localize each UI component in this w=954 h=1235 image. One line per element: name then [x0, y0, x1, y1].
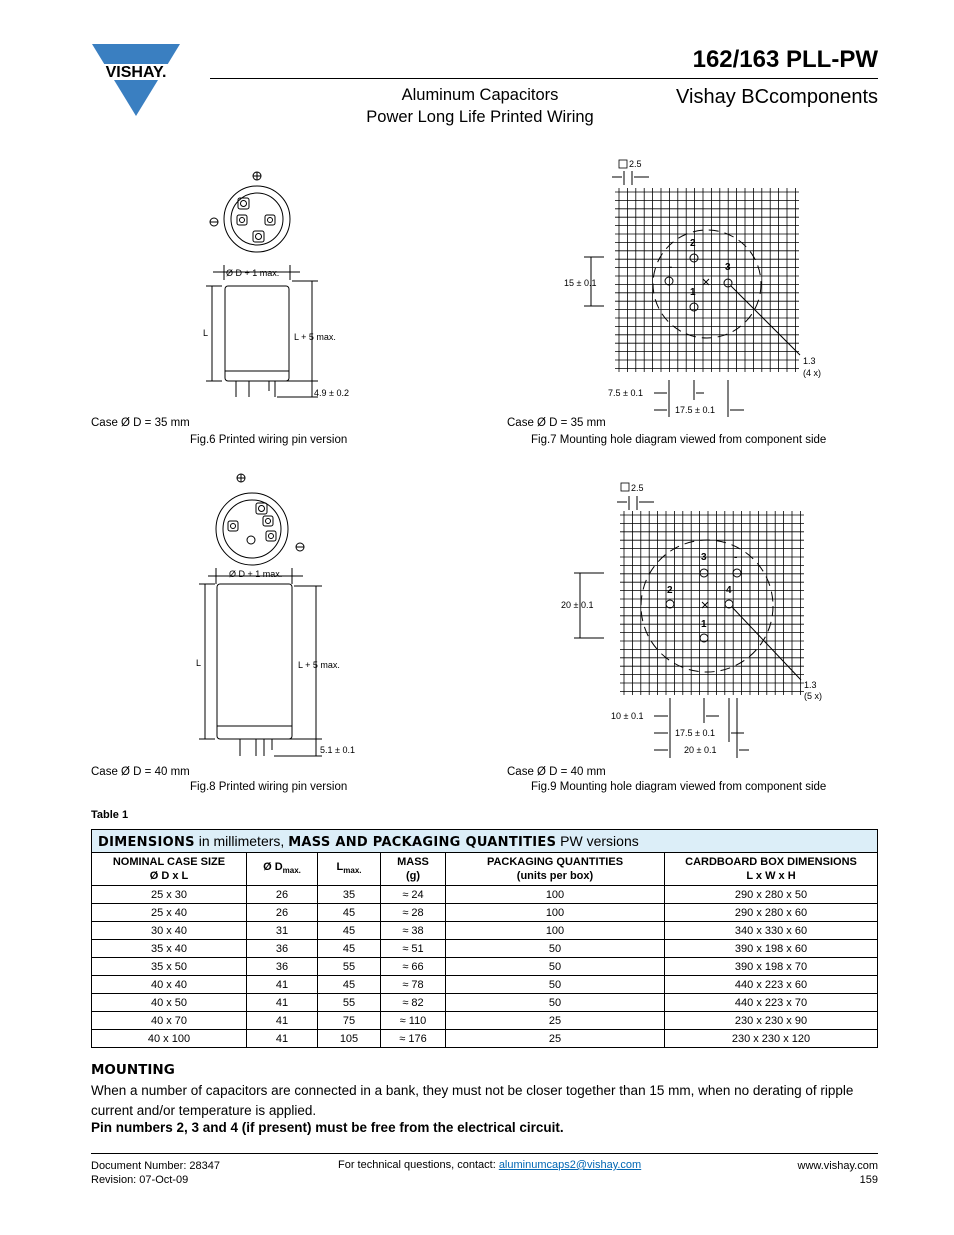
dimensions-table [91, 829, 878, 1048]
table-row [92, 976, 878, 994]
fig6-dim-pin: 4.9 ± 0.2 [314, 388, 349, 398]
table-cell: 26 [247, 904, 318, 922]
figure-6 [88, 165, 388, 455]
fig6-caption: Fig.6 Printed wiring pin version [190, 434, 348, 446]
fig9-pin-1: 1 [701, 619, 707, 630]
table-cell: 55 [318, 958, 381, 976]
fig9-grid: 2.5 [631, 483, 644, 493]
header-rule [210, 78, 878, 79]
table-cell: ≈ 66 [381, 958, 446, 976]
fig7-pin-minus: - [669, 262, 673, 273]
table-cell: ≈ 24 [381, 886, 446, 904]
table-cell: ≈ 78 [381, 976, 446, 994]
table-cell: 45 [318, 940, 381, 958]
table-title-bold2: MASS AND PACKAGING QUANTITIES [288, 834, 557, 850]
table-label: Table 1 [91, 809, 129, 821]
fig8-drawing [88, 468, 388, 768]
fig7-hole: 1.3 [803, 356, 816, 366]
table-cell: 230 x 230 x 120 [665, 1030, 878, 1048]
doc-number: Document Number: 28347 [91, 1160, 221, 1172]
fig8-dim-diameter: Ø D + 1 max. [229, 569, 283, 579]
table-cell: 100 [446, 904, 665, 922]
table-cell: 36 [247, 940, 318, 958]
table-cell: 40 x 40 [92, 976, 247, 994]
table-cell: 40 x 70 [92, 1012, 247, 1030]
table-row [92, 940, 878, 958]
vishay-logo [90, 42, 182, 118]
table-cell: 50 [446, 940, 665, 958]
page-number: 159 [859, 1174, 878, 1186]
fig7-pin-3: 3 [725, 262, 731, 273]
table-cell: 30 x 40 [92, 922, 247, 940]
col-header-packaging: PACKAGING QUANTITIES (units per box) [446, 853, 665, 886]
table-cell: 100 [446, 886, 665, 904]
col-header-case-size: NOMINAL CASE SIZE Ø D x L [92, 853, 247, 886]
fig8-dim-L5: L + 5 max. [298, 660, 340, 670]
table-cell: 36 [247, 958, 318, 976]
fig9-pin-3: 3 [701, 552, 707, 563]
footer-contact [338, 1159, 641, 1171]
table-cell: 41 [247, 976, 318, 994]
col-header-diameter: Ø $D_{max.}$ [247, 853, 318, 886]
fig9-drawing [504, 480, 874, 770]
mounting-heading: MOUNTING [91, 1062, 175, 1078]
table-cell: 290 x 280 x 60 [665, 904, 878, 922]
table-cell: 50 [446, 976, 665, 994]
fig8-dim-pin: 5.1 ± 0.1 [320, 745, 355, 755]
fig9-dim-vert: 20 ± 0.1 [561, 600, 594, 610]
table-title-norm2: PW versions [556, 832, 639, 849]
fig8-dim-L: L [196, 658, 202, 668]
table-cell: 35 [318, 886, 381, 904]
table-cell: 75 [318, 1012, 381, 1030]
table-cell: ≈ 110 [381, 1012, 446, 1030]
fig9-caption: Fig.9 Mounting hole diagram viewed from component side [531, 781, 827, 793]
footer-rule [91, 1153, 878, 1154]
table-cell: 290 x 280 x 50 [665, 886, 878, 904]
fig9-pin-4: 4 [726, 585, 732, 596]
table-cell: 440 x 223 x 70 [665, 994, 878, 1012]
fig9-pin-2: 2 [667, 585, 673, 596]
table-row [92, 1030, 878, 1048]
fig7-dim-h2: 17.5 ± 0.1 [675, 405, 715, 415]
col-header-length: $L_{max.}$ [318, 853, 381, 886]
table-cell: 45 [318, 976, 381, 994]
figure-9 [504, 480, 874, 793]
table-cell: 25 x 40 [92, 904, 247, 922]
table-cell: 40 x 50 [92, 994, 247, 1012]
table-row [92, 904, 878, 922]
figure-7 [504, 155, 874, 446]
table-cell: 55 [318, 994, 381, 1012]
table-title [92, 830, 878, 853]
fig7-hole-count: (4 x) [803, 368, 821, 378]
table-cell: 26 [247, 886, 318, 904]
table-cell: 440 x 223 x 60 [665, 976, 878, 994]
mounting-bold-note: Pin numbers 2, 3 and 4 (if present) must be free from the electrical circuit. [91, 1120, 564, 1135]
col-header-box-dims: CARDBOARD BOX DIMENSIONS L x W x H [665, 853, 878, 886]
fig9-dim-h1: 10 ± 0.1 [611, 711, 644, 721]
fig6-drawing [88, 165, 388, 455]
product-title: 162/163 PLL-PW [692, 46, 878, 73]
fig9-dim-h2: 17.5 ± 0.1 [675, 728, 715, 738]
fig6-case: Case Ø D = 35 mm [91, 417, 190, 429]
table-row [92, 1012, 878, 1030]
fig6-dim-diameter: Ø D + 1 max. [226, 268, 280, 278]
table-cell: 390 x 198 x 70 [665, 958, 878, 976]
figure-8 [88, 468, 388, 793]
table-cell: ≈ 38 [381, 922, 446, 940]
table-cell: 50 [446, 994, 665, 1012]
mounting-text: When a number of capacitors are connected in a bank, they must not be closer together than 15 mm, when no derating of ripple current and/or temperature is applied. [91, 1083, 854, 1118]
fig9-hole-count: (5 x) [804, 691, 822, 701]
table-title-norm1: in millimeters, [194, 832, 289, 849]
fig7-dim-h1: 7.5 ± 0.1 [608, 388, 643, 398]
table-row [92, 886, 878, 904]
table-title-bold1: DIMENSIONS [98, 834, 195, 850]
fig9-hole: 1.3 [804, 680, 817, 690]
brand-name: Vishay BCcomponents [676, 86, 878, 108]
fig7-pin-1: 1 [690, 287, 696, 298]
col-header-mass: MASS (g) [381, 853, 446, 886]
table-row [92, 958, 878, 976]
table-cell: ≈ 51 [381, 940, 446, 958]
table-cell: 100 [446, 922, 665, 940]
fig9-pin-minus: - [734, 552, 738, 563]
table-cell: 41 [247, 1012, 318, 1030]
logo-text: VISHAY. [105, 64, 167, 81]
table-cell: 50 [446, 958, 665, 976]
fig7-drawing [504, 155, 874, 423]
table-cell: 45 [318, 904, 381, 922]
subtitle-line1: Aluminum Capacitors [401, 86, 559, 104]
table-cell: 35 x 40 [92, 940, 247, 958]
table-cell: 25 x 30 [92, 886, 247, 904]
subtitle-line2: Power Long Life Printed Wiring [366, 108, 594, 126]
table-cell: 25 [446, 1012, 665, 1030]
fig7-dim-vert: 15 ± 0.1 [564, 278, 597, 288]
table-row [92, 994, 878, 1012]
contact-email-link[interactable]: aluminumcaps2@vishay.com [498, 1159, 642, 1171]
table-cell: 40 x 100 [92, 1030, 247, 1048]
fig8-case: Case Ø D = 40 mm [91, 766, 190, 778]
fig7-pin-2: 2 [690, 238, 696, 249]
product-subtitle [330, 84, 630, 128]
fig7-case: Case Ø D = 35 mm [507, 417, 606, 429]
fig9-dim-h3: 20 ± 0.1 [684, 745, 717, 755]
table-cell: 230 x 230 x 90 [665, 1012, 878, 1030]
table-cell: 390 x 198 x 60 [665, 940, 878, 958]
fig6-dim-L: L [203, 328, 209, 338]
table-cell: 105 [318, 1030, 381, 1048]
table-cell: 41 [247, 994, 318, 1012]
table-cell: 340 x 330 x 60 [665, 922, 878, 940]
website: www.vishay.com [797, 1160, 878, 1172]
table-cell: ≈ 28 [381, 904, 446, 922]
table-cell: 31 [247, 922, 318, 940]
table-cell: 41 [247, 1030, 318, 1048]
fig8-caption: Fig.8 Printed wiring pin version [190, 781, 348, 793]
table-cell: 45 [318, 922, 381, 940]
fig6-dim-L5: L + 5 max. [294, 332, 336, 342]
table-row [92, 922, 878, 940]
fig7-caption: Fig.7 Mounting hole diagram viewed from component side [531, 434, 827, 446]
revision: Revision: 07-Oct-09 [91, 1174, 189, 1186]
table-cell: 25 [446, 1030, 665, 1048]
table-cell: ≈ 82 [381, 994, 446, 1012]
table-cell: ≈ 176 [381, 1030, 446, 1048]
table-cell: 35 x 50 [92, 958, 247, 976]
fig7-grid: 2.5 [629, 159, 642, 169]
contact-prefix: For technical questions, contact: [338, 1159, 499, 1171]
footer-doc-info [91, 1159, 220, 1187]
fig9-case: Case Ø D = 40 mm [507, 766, 606, 778]
footer-site [700, 1159, 878, 1187]
